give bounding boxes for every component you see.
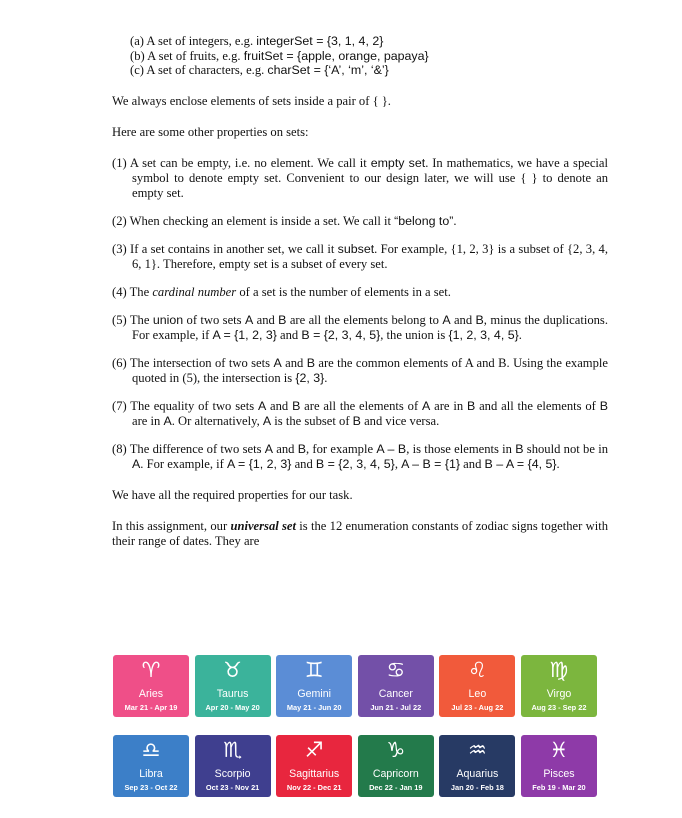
- inline-text: B = {2, 3, 4, 5}: [301, 327, 381, 342]
- inline-text: B = {2, 3, 4, 5}: [315, 456, 395, 471]
- example-c: [130, 63, 608, 78]
- inline-text: are all the elements belong to: [286, 312, 443, 327]
- inline-text: are the common elements of A and B. Using the example quoted in (5), the intersection is: [132, 355, 608, 385]
- inline-text: are in: [430, 398, 467, 413]
- zodiac-tile-pisces: [521, 735, 597, 797]
- inline-text: B: [599, 398, 608, 413]
- inline-text: (8) The difference of two sets: [112, 441, 265, 456]
- inline-text: subset: [337, 241, 375, 256]
- scorpio-symbol-icon: ♏: [223, 738, 242, 762]
- inline-text: and vice versa.: [360, 413, 440, 428]
- inline-text: In this assignment, our: [112, 518, 231, 533]
- inline-text: and: [276, 327, 302, 342]
- inline-text: charSet = {‘A’, ‘m’, ‘&’}: [267, 63, 389, 78]
- zodiac-name: Taurus: [216, 688, 249, 700]
- inline-text: (5) The: [112, 312, 153, 327]
- cancer-symbol-icon: ♋: [386, 658, 406, 682]
- property-8: [112, 442, 608, 472]
- inline-text: and: [460, 456, 485, 471]
- inline-text: . Or alternatively,: [171, 413, 263, 428]
- inline-text: A: [262, 413, 272, 428]
- zodiac-name: Sagittarius: [289, 768, 340, 780]
- property-5: [112, 313, 608, 343]
- aquarius-symbol-icon: ♒: [467, 738, 487, 762]
- inline-text: B: [352, 413, 361, 428]
- inline-text: , the union is: [380, 327, 449, 342]
- inline-text: and all the elements of: [475, 398, 600, 413]
- inline-text: (1) A set can be empty, i.e. no element. We call it: [112, 155, 371, 170]
- zodiac-name: Capricorn: [372, 768, 419, 780]
- libra-symbol-icon: ♎: [141, 738, 161, 762]
- inline-text: A = {1, 2, 3}: [212, 327, 277, 342]
- leo-symbol-icon: ♌: [467, 658, 487, 682]
- zodiac-tile-virgo: [521, 655, 597, 717]
- inline-text: is the subset of: [271, 413, 353, 428]
- inline-text: and: [291, 456, 316, 471]
- inline-text: .: [453, 213, 457, 228]
- zodiac-name: Cancer: [378, 688, 413, 700]
- inline-text: and: [450, 312, 476, 327]
- inline-text: integerSet = {3, 1, 4, 2}: [256, 34, 384, 48]
- property-6: [112, 356, 608, 386]
- inline-text: (7) The equality of two sets: [112, 398, 258, 413]
- inline-text: A: [422, 398, 431, 413]
- inline-text: and: [266, 398, 293, 413]
- inline-text: . In mathematics, we have a special symbol to denote empty set. Convenient to our design later, we will use { } to denote an empty set.: [132, 155, 609, 200]
- zodiac-tile-leo: [439, 655, 515, 717]
- inline-text: empty set: [370, 155, 426, 170]
- inline-text: should not be in: [523, 441, 608, 456]
- zodiac-name: Libra: [139, 768, 163, 780]
- zodiac-tile-libra: [113, 735, 189, 797]
- zodiac-dates: Jan 20 - Feb 18: [450, 783, 504, 792]
- zodiac-name: Gemini: [297, 688, 331, 700]
- inline-text: B: [466, 398, 476, 413]
- zodiac-tile-taurus: [195, 655, 271, 717]
- zodiac-dates: Jun 21 - Jul 22: [370, 703, 422, 712]
- inline-text: .: [324, 370, 328, 385]
- gemini-symbol-icon: ♊: [304, 658, 324, 682]
- inline-text: “belong to”: [394, 213, 454, 228]
- inline-text: (4) The: [112, 284, 153, 299]
- inline-text: {2, 3}: [295, 370, 325, 385]
- capricorn-symbol-icon: ♑: [386, 738, 406, 762]
- property-7: [112, 399, 608, 429]
- inline-text: (c) A set of characters, e.g.: [130, 63, 268, 78]
- zodiac-name: Aquarius: [456, 768, 499, 780]
- enclose-paragraph: We always enclose elements of sets inside a pair of { }.: [112, 93, 391, 108]
- example-b: [130, 49, 608, 64]
- zodiac-tile-aries: [113, 655, 189, 717]
- inline-text: B – A = {4, 5}: [484, 456, 557, 471]
- inline-text: A – B = {1}: [401, 456, 461, 471]
- required-paragraph: We have all the required properties for our task.: [112, 487, 353, 502]
- inline-text: , minus the duplications. For example, if: [132, 312, 608, 342]
- virgo-symbol-icon: ♍: [549, 658, 569, 682]
- inline-text: , is those elements in: [406, 441, 516, 456]
- inline-text: (a) A set of integers, e.g.: [130, 34, 257, 48]
- zodiac-name: Aries: [138, 688, 164, 700]
- inline-text: . For example, {1, 2, 3} is a subset of {2, 3, 4, 6, 1}. Therefore, empty set is a subset of every set.: [132, 241, 608, 271]
- zodiac-name: Virgo: [546, 688, 572, 700]
- inline-text: and: [253, 312, 279, 327]
- inline-text: (3) If a set contains in another set, we call it: [112, 241, 338, 256]
- inline-text: B: [292, 398, 301, 413]
- zodiac-tile-sagittarius: [276, 735, 352, 797]
- assignment-paragraph: [112, 519, 608, 549]
- aries-symbol-icon: ♈: [141, 658, 161, 682]
- inline-text: A: [442, 312, 451, 327]
- inline-text: B: [475, 312, 484, 327]
- zodiac-dates: Mar 21 - Apr 19: [124, 703, 178, 712]
- inline-text: A: [163, 413, 172, 428]
- inline-text: A: [257, 398, 267, 413]
- set-examples-list: [130, 34, 608, 78]
- inline-text: A: [273, 355, 282, 370]
- zodiac-dates: May 21 - Jun 20: [286, 703, 342, 712]
- zodiac-dates: Apr 20 - May 20: [205, 703, 260, 712]
- property-1: [112, 156, 608, 201]
- inline-text: B: [515, 441, 524, 456]
- zodiac-dates: Nov 22 - Dec 21: [286, 783, 342, 792]
- sagittarius-symbol-icon: ♐: [304, 738, 324, 762]
- inline-text: A: [132, 456, 141, 471]
- example-a: [130, 34, 608, 49]
- taurus-symbol-icon: ♉: [223, 658, 242, 682]
- zodiac-dates: Feb 19 - Mar 20: [532, 783, 586, 792]
- pisces-symbol-icon: ♓: [549, 738, 569, 762]
- zodiac-dates: Sep 23 - Oct 22: [124, 783, 178, 792]
- inline-text: and: [273, 441, 298, 456]
- inline-text: cardinal number: [152, 284, 237, 299]
- inline-text: union: [152, 312, 184, 327]
- inline-text: .: [518, 327, 522, 342]
- zodiac-grid: [113, 655, 597, 797]
- zodiac-dates: Oct 23 - Nov 21: [205, 783, 260, 792]
- zodiac-name: Leo: [468, 688, 487, 700]
- inline-text: {1, 2, 3, 4, 5}: [448, 327, 519, 342]
- zodiac-name: Scorpio: [214, 768, 251, 780]
- zodiac-dates: Dec 22 - Jan 19: [369, 783, 423, 792]
- inline-text: A = {1, 2, 3}: [227, 456, 292, 471]
- zodiac-dates: Jul 23 - Aug 22: [451, 703, 504, 712]
- inline-text: are in: [132, 413, 164, 428]
- inline-text: is the 12 enumeration constants of zodiac signs together with their range of dates. They are: [112, 518, 608, 548]
- zodiac-dates: Aug 23 - Sep 22: [531, 703, 587, 712]
- inline-text: B: [278, 312, 287, 327]
- document-page: [112, 34, 608, 549]
- inline-text: universal set: [230, 518, 297, 533]
- inline-text: B: [297, 441, 307, 456]
- property-3: [112, 242, 608, 272]
- inline-text: (b) A set of fruits, e.g.: [130, 48, 244, 63]
- inline-text: (6) The intersection of two sets: [112, 355, 274, 370]
- inline-text: of two sets: [183, 312, 245, 327]
- property-2: [112, 214, 608, 229]
- zodiac-name: Pisces: [543, 768, 575, 780]
- zodiac-tile-capricorn: [358, 735, 434, 797]
- zodiac-tile-aquarius: [439, 735, 515, 797]
- inline-text: are all the elements of: [300, 398, 422, 413]
- properties-intro: Here are some other properties on sets:: [112, 124, 309, 139]
- inline-text: B: [306, 355, 315, 370]
- inline-text: A – B: [376, 441, 407, 456]
- zodiac-tile-scorpio: [195, 735, 271, 797]
- inline-text: , for example: [306, 441, 377, 456]
- inline-text: ,: [394, 456, 402, 471]
- inline-text: (2) When checking an element is inside a set. We call it: [112, 213, 395, 228]
- inline-text: . For example, if: [140, 456, 228, 471]
- property-4: [112, 285, 608, 300]
- inline-text: of a set is the number of elements in a set.: [236, 284, 451, 299]
- zodiac-tile-cancer: [358, 655, 434, 717]
- inline-text: A: [264, 441, 274, 456]
- inline-text: A: [244, 312, 254, 327]
- inline-text: fruitSet = {apple, orange, papaya}: [243, 48, 429, 63]
- inline-text: .: [556, 456, 560, 471]
- zodiac-tile-gemini: [276, 655, 352, 717]
- inline-text: and: [281, 355, 307, 370]
